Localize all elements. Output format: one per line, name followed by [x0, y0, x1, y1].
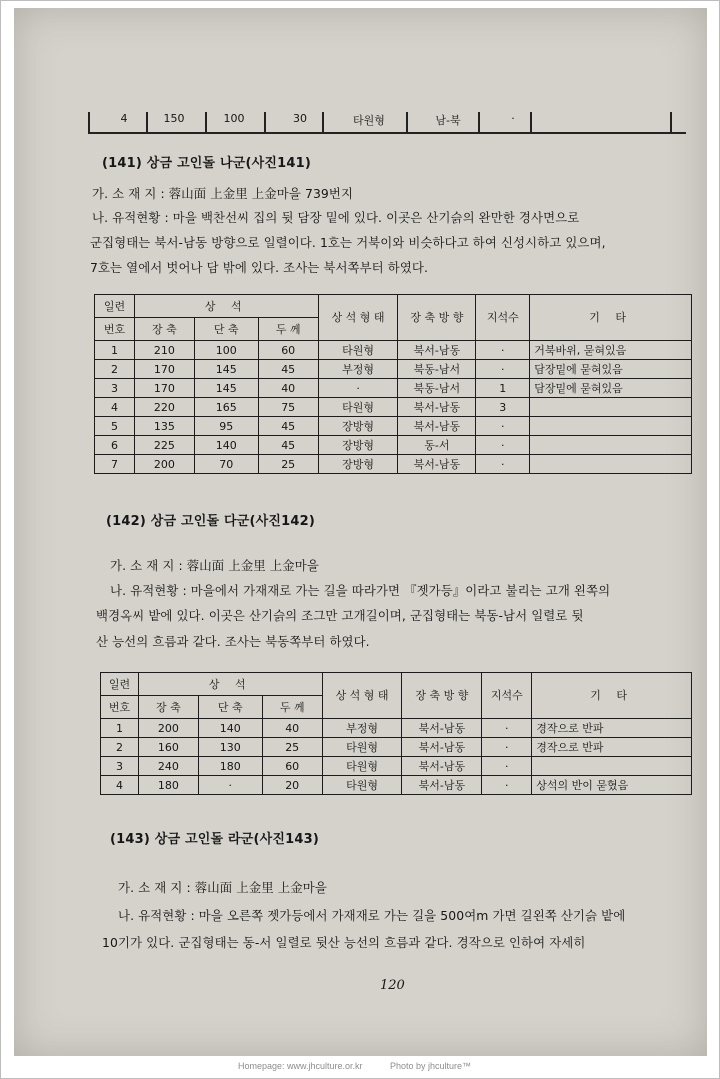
- location-line-141: 가. 소 재 지 : 蓉山面 上金里 上金마을 739번지: [92, 186, 354, 201]
- table-cell: 60: [258, 341, 318, 360]
- header-capstone: 상 석: [138, 673, 322, 696]
- table-cell: 타원형: [318, 398, 398, 417]
- table-cell: 45: [258, 360, 318, 379]
- table-cell: 25: [258, 455, 318, 474]
- status-line: 10기가 있다. 군집형태는 동-서 일렬로 뒷산 능선의 흐름과 같다. 경작으로 인하여 자세히: [102, 935, 586, 950]
- table-cell: 4: [101, 776, 139, 795]
- table-cell: 140: [194, 436, 258, 455]
- table-cell: 북서-남동: [398, 417, 476, 436]
- table-cell: 130: [198, 738, 262, 757]
- header-long-axis: 장 축: [134, 318, 194, 341]
- table-cell: 75: [258, 398, 318, 417]
- table-cell: ·: [482, 776, 532, 795]
- table-cell: 경작으로 반파: [532, 738, 692, 757]
- row-divider: [264, 112, 266, 134]
- header-support-stones: 지석수: [476, 295, 530, 341]
- cell-short-axis: 100: [223, 112, 245, 125]
- table-cell: 170: [134, 360, 194, 379]
- row-divider: [530, 112, 532, 134]
- header-thickness: 두 께: [258, 318, 318, 341]
- table-cell: 200: [138, 719, 198, 738]
- table-cell: 7: [95, 455, 135, 474]
- table-row: [101, 757, 692, 776]
- scanned-page: [14, 8, 707, 1056]
- table-cell: ·: [318, 379, 398, 398]
- section-heading-142: (142) 상금 고인돌 다군(사진142): [106, 514, 316, 529]
- table-row: [95, 379, 692, 398]
- table-cell: ·: [476, 341, 530, 360]
- page-content: [14, 8, 707, 1056]
- row-divider: [670, 112, 672, 134]
- header-axis-direction: 장 축 방 향: [402, 673, 482, 719]
- cell-support-stones: ·: [511, 112, 515, 125]
- table-row: [101, 738, 692, 757]
- table-cell: 경작으로 반파: [532, 719, 692, 738]
- status-line: 군집형태는 북서-남동 방향으로 일렬이다. 1호는 거북이와 비슷하다고 하여 신성시하고 있으며,: [90, 235, 606, 250]
- header-serial: 일련: [101, 673, 139, 696]
- table-cell: 1: [476, 379, 530, 398]
- table-cell: 145: [194, 379, 258, 398]
- table-cell: 담장밑에 묻혀있음: [530, 379, 692, 398]
- table-cell: 3: [95, 379, 135, 398]
- table-cell: 45: [258, 436, 318, 455]
- table-cell: 100: [194, 341, 258, 360]
- table-cell: [530, 417, 692, 436]
- status-line: 7호는 열에서 벗어나 담 밖에 있다. 조사는 북서쪽부터 하였다.: [90, 260, 429, 275]
- header-number: 번호: [95, 318, 135, 341]
- table-cell: 장방형: [318, 436, 398, 455]
- table-cell: ·: [482, 738, 532, 757]
- table-row: [95, 455, 692, 474]
- table-cell: 북동-남서: [398, 360, 476, 379]
- table-row: [95, 398, 692, 417]
- table-row: [95, 417, 692, 436]
- footer-photo-credit: Photo by jhculture™: [390, 1061, 472, 1071]
- table-cell: 45: [258, 417, 318, 436]
- cell-number: 4: [120, 112, 128, 125]
- table-cell: ·: [198, 776, 262, 795]
- table-cell: 145: [194, 360, 258, 379]
- dolmen-table-142: [100, 672, 692, 795]
- header-remarks: 기 타: [532, 673, 692, 719]
- table-cell: 장방형: [318, 455, 398, 474]
- header-serial: 일련: [95, 295, 135, 318]
- header-support-stones: 지석수: [482, 673, 532, 719]
- table-cell: 북서-남동: [402, 719, 482, 738]
- table-cell: ·: [476, 417, 530, 436]
- previous-table-last-row: [88, 104, 686, 134]
- row-divider: [478, 112, 480, 134]
- table-cell: ·: [476, 455, 530, 474]
- table-cell: 220: [134, 398, 194, 417]
- table-cell: 180: [198, 757, 262, 776]
- table-cell: 135: [134, 417, 194, 436]
- table-cell: 3: [476, 398, 530, 417]
- header-axis-direction: 장 축 방 향: [398, 295, 476, 341]
- table-row: [95, 360, 692, 379]
- table-cell: 북서-남동: [398, 455, 476, 474]
- table-cell: 95: [194, 417, 258, 436]
- table-cell: 25: [262, 738, 322, 757]
- header-short-axis: 단 축: [194, 318, 258, 341]
- status-line: 나. 유적현황 : 마을에서 가재재로 가는 길을 따라가면 『젯가등』이라고 불리는 고개 왼쪽의: [110, 583, 611, 598]
- location-line-143: 가. 소 재 지 : 蓉山面 上金里 上金마을: [118, 880, 327, 895]
- table-cell: [530, 455, 692, 474]
- table-cell: 165: [194, 398, 258, 417]
- table-body-141: [95, 341, 692, 474]
- table-cell: 1: [101, 719, 139, 738]
- table-cell: 타원형: [322, 738, 402, 757]
- table-cell: 6: [95, 436, 135, 455]
- header-thickness: 두 께: [262, 696, 322, 719]
- table-cell: ·: [476, 360, 530, 379]
- table-cell: 동-서: [398, 436, 476, 455]
- header-capstone-shape: 상 석 형 태: [318, 295, 398, 341]
- table-row: [95, 341, 692, 360]
- cell-long-axis: 150: [163, 112, 185, 125]
- table-cell: 60: [262, 757, 322, 776]
- row-divider: [205, 112, 207, 134]
- table-row: [101, 776, 692, 795]
- table-cell: 3: [101, 757, 139, 776]
- table-cell: 타원형: [318, 341, 398, 360]
- status-line: 산 능선의 흐름과 같다. 조사는 북동쪽부터 하였다.: [96, 634, 370, 649]
- table-cell: 40: [258, 379, 318, 398]
- table-body-142: [101, 719, 692, 795]
- table-cell: [532, 757, 692, 776]
- table-cell: 1: [95, 341, 135, 360]
- table-cell: [530, 436, 692, 455]
- table-cell: 장방형: [318, 417, 398, 436]
- table-cell: 70: [194, 455, 258, 474]
- page-number: 120: [380, 978, 405, 993]
- table-cell: 4: [95, 398, 135, 417]
- table-cell: 40: [262, 719, 322, 738]
- table-row: [95, 436, 692, 455]
- table-cell: 부정형: [322, 719, 402, 738]
- table-cell: 상석의 반이 묻혔음: [532, 776, 692, 795]
- table-cell: 180: [138, 776, 198, 795]
- table-cell: 5: [95, 417, 135, 436]
- table-cell: 거북바위, 묻혀있음: [530, 341, 692, 360]
- table-cell: 북서-남동: [398, 398, 476, 417]
- table-cell: 200: [134, 455, 194, 474]
- table-cell: 160: [138, 738, 198, 757]
- table-cell: 담장밑에 묻혀있음: [530, 360, 692, 379]
- section-heading-141: (141) 상금 고인돌 나군(사진141): [102, 156, 312, 171]
- header-remarks: 기 타: [530, 295, 692, 341]
- cell-thickness: 30: [293, 112, 307, 125]
- table-cell: 북서-남동: [402, 776, 482, 795]
- table-cell: 타원형: [322, 757, 402, 776]
- table-cell: 20: [262, 776, 322, 795]
- status-line: 나. 유적현황 : 마을 백찬선씨 집의 뒷 담장 밑에 있다. 이곳은 산기슭의 완만한 경사면으로: [92, 210, 580, 225]
- table-cell: 북서-남동: [402, 738, 482, 757]
- table-cell: 170: [134, 379, 194, 398]
- table-cell: 240: [138, 757, 198, 776]
- table-cell: 2: [95, 360, 135, 379]
- table-cell: ·: [482, 719, 532, 738]
- section-heading-143: (143) 상금 고인돌 라군(사진143): [110, 832, 320, 847]
- header-long-axis: 장 축: [138, 696, 198, 719]
- row-divider: [146, 112, 148, 134]
- header-short-axis: 단 축: [198, 696, 262, 719]
- table-cell: [530, 398, 692, 417]
- cell-shape: 타원형: [353, 114, 385, 127]
- table-cell: 타원형: [322, 776, 402, 795]
- table-cell: ·: [482, 757, 532, 776]
- table-cell: 210: [134, 341, 194, 360]
- status-line: 백경옥씨 밭에 있다. 이곳은 산기슭의 조그만 고개길이며, 군집형태는 북동-남서 일렬로 뒷: [96, 608, 584, 623]
- row-divider: [406, 112, 408, 134]
- table-cell: 북서-남동: [402, 757, 482, 776]
- table-row: [101, 719, 692, 738]
- table-cell: 북동-남서: [398, 379, 476, 398]
- header-capstone-shape: 상 석 형 태: [322, 673, 402, 719]
- dolmen-table-141: [94, 294, 692, 474]
- table-cell: 225: [134, 436, 194, 455]
- table-cell: 140: [198, 719, 262, 738]
- table-cell: 부정형: [318, 360, 398, 379]
- table-cell: 북서-남동: [398, 341, 476, 360]
- row-divider: [322, 112, 324, 134]
- footer-homepage: Homepage: www.jhculture.or.kr: [238, 1061, 363, 1071]
- status-line: 나. 유적현황 : 마을 오른쪽 젯가등에서 가재재로 가는 길을 500여m 가면 길왼쪽 산기슭 밭에: [118, 908, 626, 923]
- table-cell: ·: [476, 436, 530, 455]
- cell-direction: 남-북: [435, 114, 461, 127]
- location-line-142: 가. 소 재 지 : 蓉山面 上金里 上金마을: [110, 558, 319, 573]
- row-divider: [88, 112, 90, 134]
- header-capstone: 상 석: [134, 295, 318, 318]
- header-number: 번호: [101, 696, 139, 719]
- table-cell: 2: [101, 738, 139, 757]
